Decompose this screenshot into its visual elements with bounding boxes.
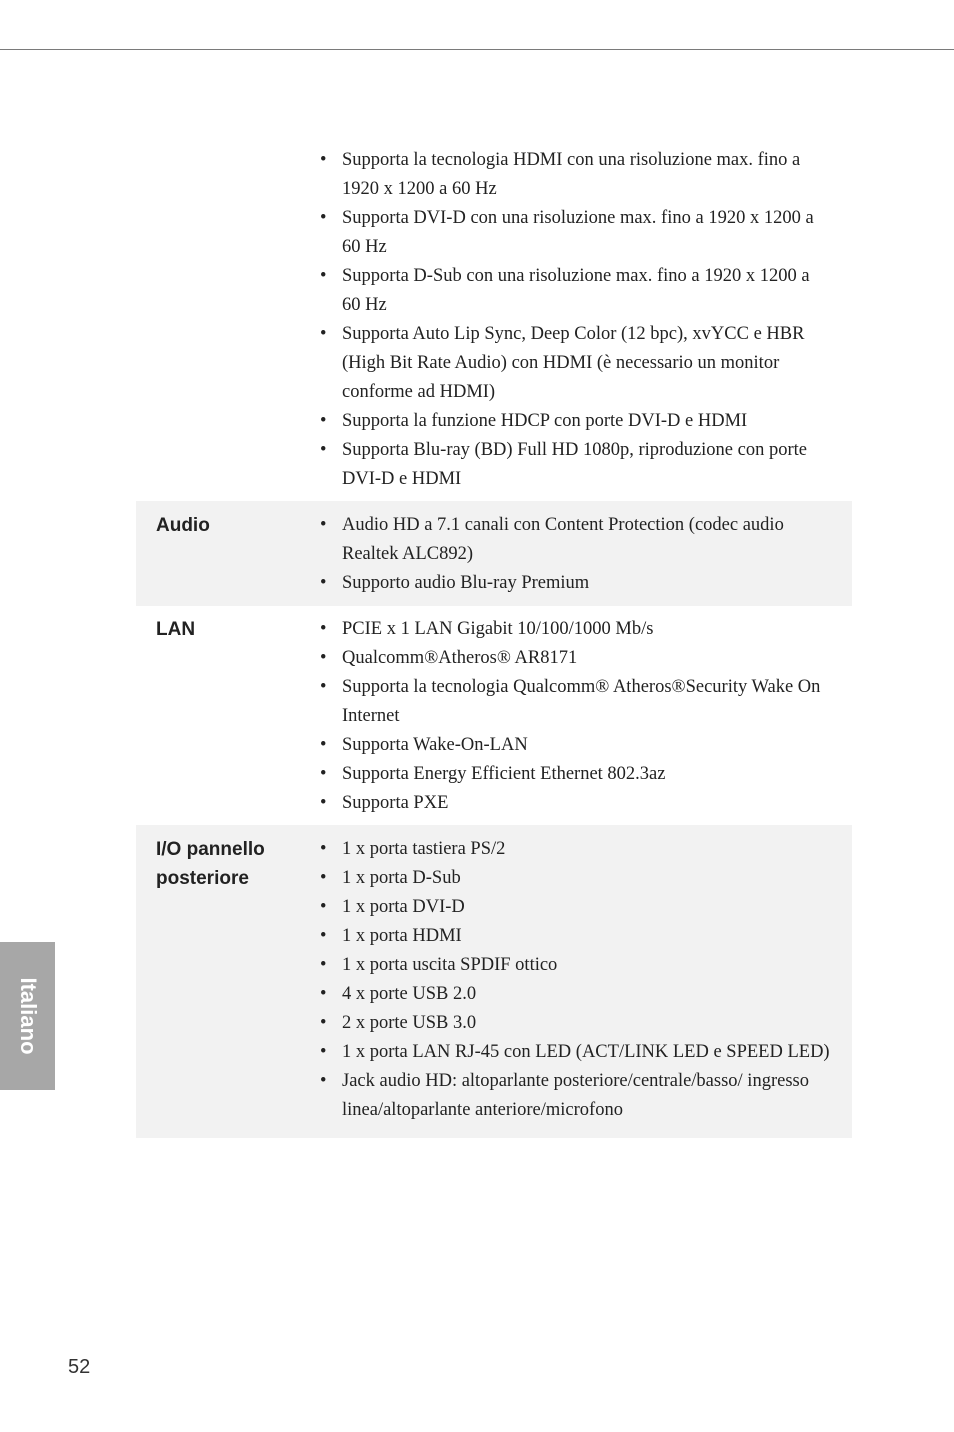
- list-item: • 1 x porta D-Sub: [302, 864, 852, 893]
- spec-row-audio: [136, 501, 852, 606]
- list-item: • 1 x porta DVI-D: [302, 893, 852, 922]
- audio-list: [302, 511, 852, 598]
- spec-row-io-panel: [136, 825, 852, 1138]
- list-item: • Supporta Auto Lip Sync, Deep Color (12 bpc), xvYCC e HBR (High Bit Rate Audio) con HDMI (è necessario un monitor conforme ad HDMI): [302, 320, 852, 407]
- spec-row-lan: [136, 605, 852, 826]
- language-side-tab: [0, 942, 55, 1090]
- lan-list: [302, 615, 852, 818]
- row-label-graphics: [136, 146, 302, 494]
- list-item: • 1 x porta HDMI: [302, 922, 852, 951]
- list-item: • PCIE x 1 LAN Gigabit 10/100/1000 Mb/s: [302, 615, 852, 644]
- list-item: • Supporta la funzione HDCP con porte DVI-D e HDMI: [302, 407, 852, 436]
- io-panel-list: [302, 835, 852, 1125]
- header-rule: [0, 49, 954, 50]
- list-item: • Qualcomm®Atheros® AR8171: [302, 644, 852, 673]
- list-item: • Supporta PXE: [302, 789, 852, 818]
- spec-row-graphics: [136, 136, 852, 502]
- list-item: • 1 x porta tastiera PS/2: [302, 835, 852, 864]
- list-item: • Supporta DVI-D con una risoluzione max. fino a 1920 x 1200 a 60 Hz: [302, 204, 852, 262]
- row-label-io-line1: I/O pannello: [156, 839, 265, 860]
- list-item: • Supporto audio Blu-ray Premium: [302, 569, 852, 598]
- side-tab-label: Italiano: [15, 977, 41, 1055]
- list-item: • Supporta D-Sub con una risoluzione max. fino a 1920 x 1200 a 60 Hz: [302, 262, 852, 320]
- row-label-lan: LAN: [156, 619, 196, 640]
- list-item: • 4 x porte USB 2.0: [302, 980, 852, 1009]
- list-item: • 2 x porte USB 3.0: [302, 1009, 852, 1038]
- list-item: • Audio HD a 7.1 canali con Content Protection (codec audio Realtek ALC892): [302, 511, 852, 569]
- list-item: • Supporta Energy Efficient Ethernet 802.3az: [302, 760, 852, 789]
- row-label-io-line2: posteriore: [156, 868, 249, 889]
- page-number: 52: [68, 1356, 91, 1378]
- list-item: • Jack audio HD: altoparlante posteriore/centrale/basso/ ingresso linea/altoparlante anteriore/microfono: [302, 1067, 852, 1125]
- list-item: • Supporta Blu-ray (BD) Full HD 1080p, riproduzione con porte DVI-D e HDMI: [302, 436, 852, 494]
- list-item: • Supporta Wake-On-LAN: [302, 731, 852, 760]
- list-item: • 1 x porta uscita SPDIF ottico: [302, 951, 852, 980]
- list-item: • 1 x porta LAN RJ-45 con LED (ACT/LINK LED e SPEED LED): [302, 1038, 852, 1067]
- list-item: • Supporta la tecnologia HDMI con una risoluzione max. fino a 1920 x 1200 a 60 Hz: [302, 146, 852, 204]
- spec-table: [136, 136, 852, 502]
- list-item: • Supporta la tecnologia Qualcomm® Atheros®Security Wake On Internet: [302, 673, 852, 731]
- graphics-list: [302, 146, 852, 494]
- row-label-audio: Audio: [156, 515, 210, 536]
- row-label-io-panel: [136, 835, 302, 1125]
